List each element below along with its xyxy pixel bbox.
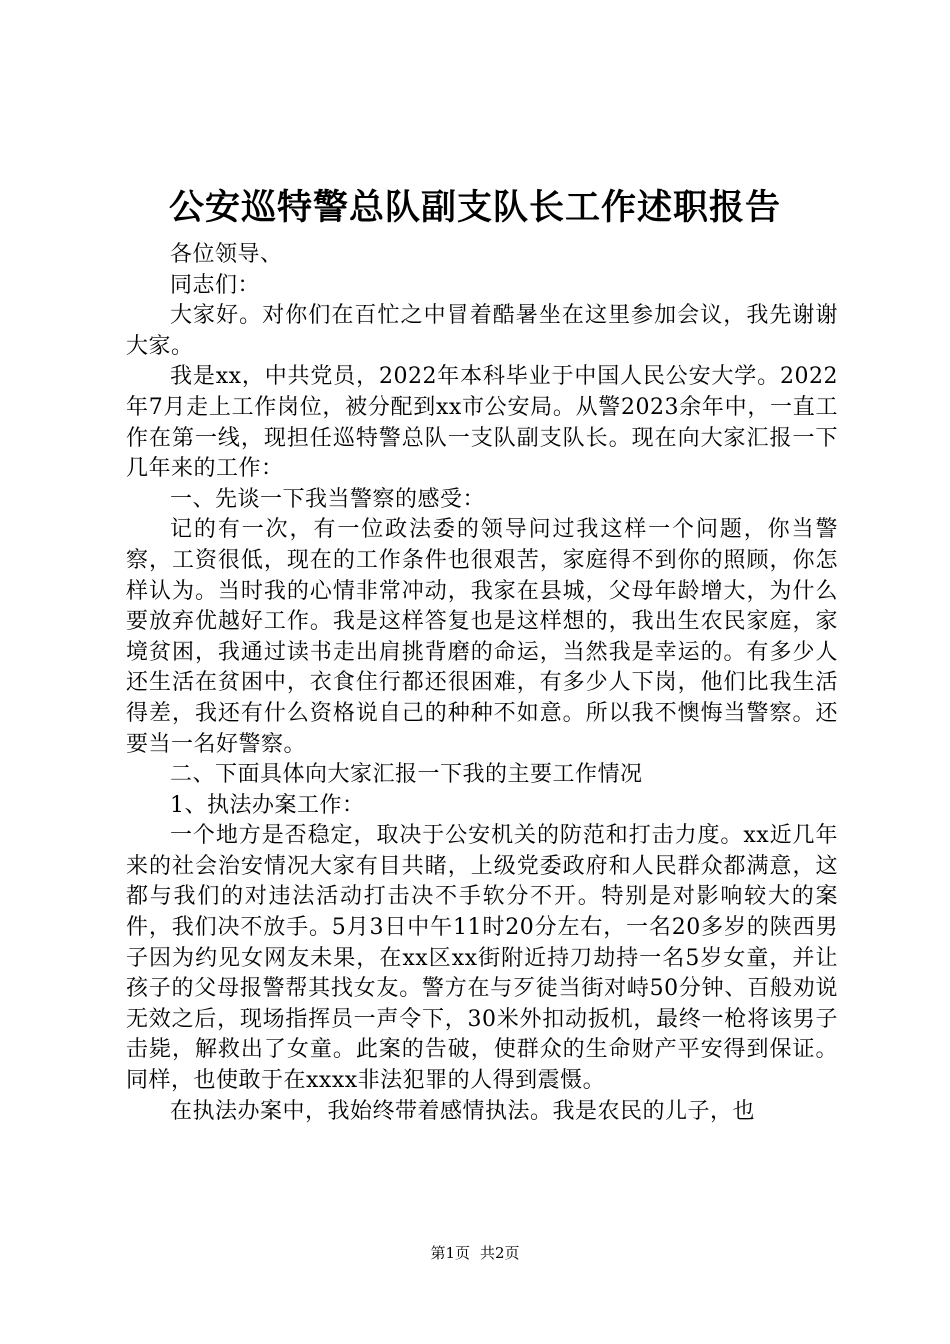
subsection-heading: 1、执法办案工作： [170,792,365,818]
page-total: 共2页 [480,1244,520,1262]
document-body [126,240,838,1127]
paragraph: 同志们： [170,272,261,298]
page-number: 第1页 [430,1244,470,1262]
section-heading: 一、先谈一下我当警察的感受： [170,486,486,512]
document-title: 公安巡特警总队副支队长工作述职报告 [168,187,781,228]
page-footer [0,1241,950,1265]
paragraph: 我是xx，中共党员，2022年本科毕业于中国人民公安大学。2022年7月走上工作岗位，被分配到xx市公安局。从警2023余年中，一直工作在第一线，现担任巡特警总队一支队副支队长。现在向大家汇报一下几年来的工作： [126,364,838,482]
paragraph: 在执法办案中，我始终带着感情执法。我是农民的儿子，也 [170,1098,756,1124]
section-heading: 二、下面具体向大家汇报一下我的主要工作情况 [170,762,643,788]
paragraph: 一个地方是否稳定，取决于公安机关的防范和打击力度。xx近几年来的社会治安情况大家有目共睹，上级党委政府和人民群众都满意，这都与我们的对违法活动打击决不手软分不开。特别是对影响较大的案件，我们决不放手。5月3日中午11时20分左右，一名20多岁的陕西男子因为约见女网友未果，在xx区xx街附近持刀劫持一名5岁女童，并让孩子的父母报警帮其找女友。警方在与歹徒当街对峙50分钟、百般劝说无效之后，现场指挥员一声令下，30米外扣动扳机，最终一枪将该男子击毙，解救出了女童。此案的告破，使群众的生命财产平安得到保证。同样，也使敢于在xxxx非法犯罪的人得到震慑。 [126,823,838,1094]
paragraph: 大家好。对你们在百忙之中冒着酷暑坐在这里参加会议，我先谢谢大家。 [126,303,838,359]
paragraph: 记的有一次，有一位政法委的领导问过我这样一个问题，你当警察，工资很低，现在的工作条件也很艰苦，家庭得不到你的照顾，你怎样认为。当时我的心情非常冲动，我家在县城，父母年龄增大，为什么要放弃优越好工作。我是这样答复也是这样想的，我出生农民家庭，家境贫困，我通过读书走出肩挑背磨的命运，当然我是幸运的。有多少人还生活在贫困中，衣食住行都还很困难，有多少人下岗，他们比我生活得差，我还有什么资格说自己的种种不如意。所以我不懊悔当警察。还要当一名好警察。 [126,517,838,757]
paragraph: 各位领导、 [170,242,283,267]
